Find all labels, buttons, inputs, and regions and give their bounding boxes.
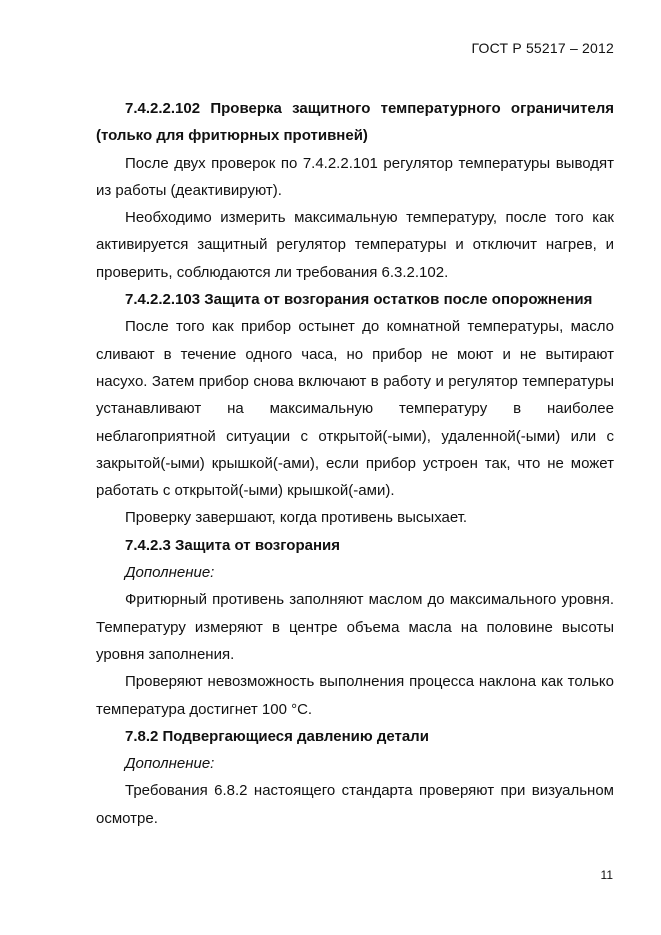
section-heading-7-4-2-2-102: 7.4.2.2.102 Проверка защитного температурного ограничителя (только для фритюрных противней) xyxy=(96,100,614,145)
body-paragraph: Фритюрный противень заполняют маслом до максимального уровня. Температуру измеряют в центре объема масла на половине высоты уровня заполнения. xyxy=(96,591,614,663)
body-paragraph: После того как прибор остынет до комнатной температуры, масло сливают в течение одного часа, но прибор не моют и не вытирают насухо. Затем прибор снова включают в работу и регулятор температуры устанавливают на максимальную температуру в наиболее неблагоприятной ситуации с открытой(-ыми), удаленной(-ыми) или с закрытой(-ыми) крышкой(-ами), если прибор устроен так, что не может работать с открытой(-ыми) крышкой(-ами). xyxy=(96,318,614,500)
section-heading-7-4-2-2-103: 7.4.2.2.103 Защита от возгорания остатков после опорожнения xyxy=(125,291,593,309)
body-paragraph: Проверяют невозможность выполнения процесса наклона как только температура достигнет 100 °С. xyxy=(96,673,614,718)
addition-label: Дополнение: xyxy=(125,564,215,582)
section-heading-7-4-2-3: 7.4.2.3 Защита от возгорания xyxy=(125,536,341,554)
addition-label: Дополнение: xyxy=(125,755,215,773)
standard-header: ГОСТ Р 55217 – 2012 xyxy=(471,40,614,56)
body-paragraph: Необходимо измерить максимальную температуру, после того как активируется защитный регулятор температуры и отключит нагрев, и проверить, соблюдаются ли требования 6.3.2.102. xyxy=(96,209,614,281)
body-paragraph: Проверку завершают, когда противень высыхает. xyxy=(125,509,468,527)
body-paragraph: Требования 6.8.2 настоящего стандарта проверяют при визуальном осмотре. xyxy=(96,782,614,827)
document-body xyxy=(96,95,614,832)
body-paragraph: После двух проверок по 7.4.2.2.101 регулятор температуры выводят из работы (деактивируют). xyxy=(96,154,614,199)
section-heading-7-8-2: 7.8.2 Подвергающиеся давлению детали xyxy=(125,727,429,745)
page-number: 11 xyxy=(600,868,613,882)
